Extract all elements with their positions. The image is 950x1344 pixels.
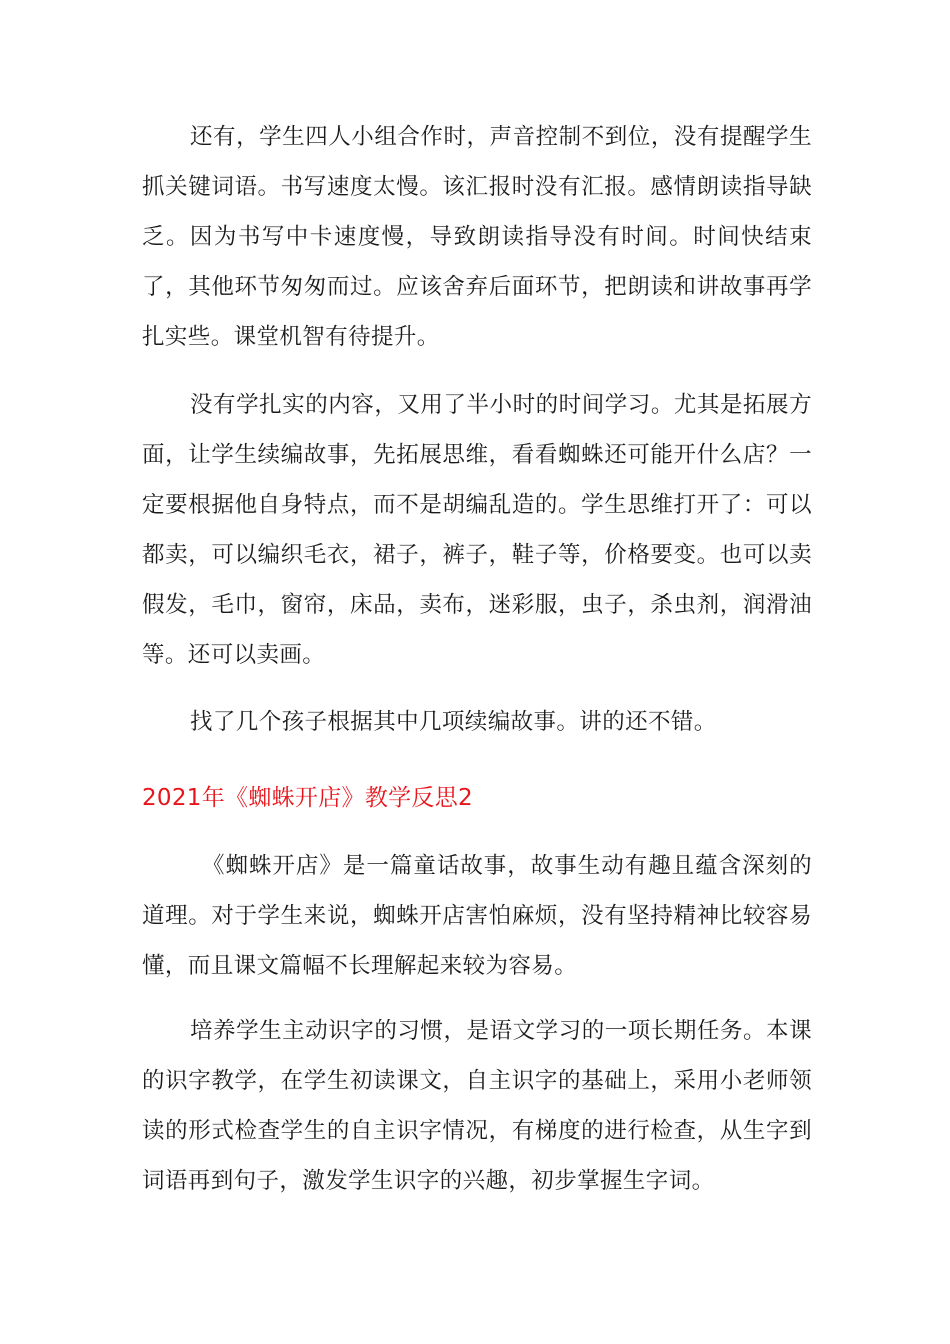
paragraph-reflection-story-extension: 没有学扎实的内容，又用了半小时的时间学习。尤其是拓展方面，让学生续编故事，先拓展思维，看看蜘蛛还可能开什么店？一定要根据他自身特点，而不是胡编乱造的。学生思维打开了：可以都卖，可以编织毛衣，裙子，裤子，鞋子等，价格要变。也可以卖假发，毛巾，窗帘，床品，卖布，迷彩服，虫子，杀虫剂，润滑油等。还可以卖画。 xyxy=(142,392,812,668)
paragraph-reflection-group-work: 还有，学生四人小组合作时，声音控制不到位，没有提醒学生抓关键词语。书写速度太慢。该汇报时没有汇报。感情朗读指导缺乏。因为书写中卡速度慢，导致朗读指导没有时间。时间快结束了，其他环节匆匆而过。应该舍弃后面环节，把朗读和讲故事再学扎实些。课堂机智有待提升。 xyxy=(142,124,812,350)
paragraph-lesson-intro: 《蜘蛛开店》是一篇童话故事，故事生动有趣且蕴含深刻的道理。对于学生来说，蜘蛛开店害怕麻烦，没有坚持精神比较容易懂，而且课文篇幅不长理解起来较为容易。 xyxy=(142,853,812,979)
paragraph-reflection-story-telling: 找了几个孩子根据其中几项续编故事。讲的还不错。 xyxy=(190,709,717,735)
section-heading: 2021年《蜘蛛开店》教学反思2 xyxy=(142,785,473,811)
paragraph-literacy-teaching: 培养学生主动识字的习惯，是语文学习的一项长期任务。本课的识字教学，在学生初读课文，自主识字的基础上，采用小老师领读的形式检查学生的自主识字情况，有梯度的进行检查，从生字到词语再到句子，激发学生识字的兴趣，初步掌握生字词。 xyxy=(142,1018,812,1194)
